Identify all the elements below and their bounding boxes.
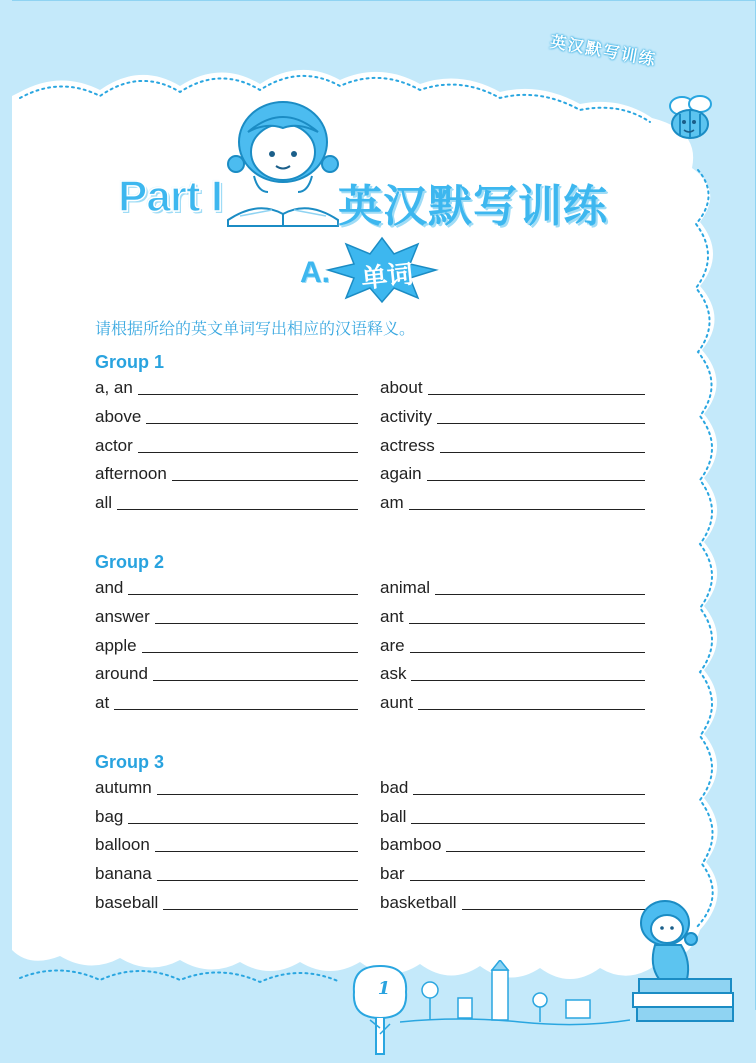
group-title: Group 3: [95, 752, 165, 772]
answer-blank[interactable]: [172, 479, 358, 481]
word-row: [95, 891, 358, 913]
word-label: ask: [380, 664, 407, 683]
word-label: actress: [380, 436, 435, 455]
section-letter: A.: [300, 256, 330, 289]
word-row: [95, 376, 358, 398]
word-row: [95, 491, 358, 513]
answer-blank[interactable]: [157, 879, 358, 881]
word-row: [95, 405, 358, 427]
word-row: [380, 691, 645, 713]
word-label: are: [380, 636, 405, 655]
word-row: [380, 662, 645, 684]
word-row: [380, 634, 645, 656]
word-label: about: [380, 378, 423, 397]
girl-on-books-illustration: [625, 895, 750, 1025]
word-label: a, an: [95, 378, 133, 397]
answer-blank[interactable]: [413, 793, 645, 795]
answer-blank[interactable]: [153, 679, 358, 681]
word-label: aunt: [380, 693, 414, 712]
word-row: [95, 605, 358, 627]
tree-icon: [350, 962, 410, 1057]
word-row: [380, 491, 645, 513]
word-label: activity: [380, 407, 432, 426]
answer-blank[interactable]: [128, 822, 358, 824]
word-row: [380, 605, 645, 627]
answer-blank[interactable]: [146, 422, 358, 424]
answer-blank[interactable]: [409, 622, 645, 624]
word-label: answer: [95, 607, 150, 626]
word-label: baseball: [95, 893, 159, 912]
answer-blank[interactable]: [437, 422, 645, 424]
answer-blank[interactable]: [128, 593, 358, 595]
word-label: bag: [95, 807, 124, 826]
word-row: [95, 805, 358, 827]
answer-blank[interactable]: [157, 793, 358, 795]
answer-blank[interactable]: [435, 593, 645, 595]
word-label: above: [95, 407, 142, 426]
word-row: [95, 833, 358, 855]
word-label: bamboo: [380, 835, 442, 854]
word-row: [95, 862, 358, 884]
answer-blank[interactable]: [409, 508, 645, 510]
header-tag: 英汉默写训练: [548, 31, 659, 70]
word-row: [95, 462, 358, 484]
word-label: animal: [380, 578, 431, 597]
answer-blank[interactable]: [418, 708, 645, 710]
answer-blank[interactable]: [411, 679, 645, 681]
word-row: [95, 776, 358, 798]
word-row: [380, 805, 645, 827]
word-label: actor: [95, 436, 133, 455]
word-label: basketball: [380, 893, 457, 912]
word-row: [380, 833, 645, 855]
word-row: [380, 462, 645, 484]
instruction-text: 请根据所给的英文单词写出相应的汉语释义。: [95, 319, 416, 338]
word-label: and: [95, 578, 124, 597]
word-label: afternoon: [95, 464, 167, 483]
word-row: [380, 576, 645, 598]
answer-blank[interactable]: [410, 879, 645, 881]
word-label: balloon: [95, 835, 150, 854]
word-label: bad: [380, 778, 409, 797]
word-row: [95, 662, 358, 684]
word-row: [380, 776, 645, 798]
bee-icon: [660, 92, 720, 148]
word-row: [380, 376, 645, 398]
answer-blank[interactable]: [427, 479, 645, 481]
word-row: [380, 405, 645, 427]
part-title: Part I: [118, 172, 223, 221]
answer-blank[interactable]: [114, 708, 358, 710]
word-row: [380, 891, 645, 913]
word-label: at: [95, 693, 110, 712]
answer-blank[interactable]: [142, 651, 358, 653]
word-label: apple: [95, 636, 137, 655]
word-row: [380, 434, 645, 456]
group-title: Group 1: [95, 352, 165, 372]
word-row: [95, 576, 358, 598]
answer-blank[interactable]: [138, 451, 358, 453]
girl-reading-illustration: [218, 92, 348, 227]
answer-blank[interactable]: [446, 850, 645, 852]
group-title: Group 2: [95, 552, 165, 572]
word-label: banana: [95, 864, 152, 883]
answer-blank[interactable]: [155, 622, 358, 624]
answer-blank[interactable]: [138, 393, 358, 395]
answer-blank[interactable]: [440, 451, 645, 453]
word-label: ball: [380, 807, 407, 826]
word-label: am: [380, 493, 404, 512]
answer-blank[interactable]: [462, 908, 645, 910]
word-label: all: [95, 493, 113, 512]
word-label: around: [95, 664, 148, 683]
answer-blank[interactable]: [163, 908, 358, 910]
word-row: [380, 862, 645, 884]
answer-blank[interactable]: [117, 508, 358, 510]
answer-blank[interactable]: [410, 651, 645, 653]
chinese-title: 英汉默写训练: [338, 181, 608, 232]
section-title: 单词: [359, 259, 415, 295]
answer-blank[interactable]: [411, 822, 645, 824]
word-label: again: [380, 464, 422, 483]
word-label: bar: [380, 864, 405, 883]
garden-scenery-illustration: [400, 960, 630, 1030]
answer-blank[interactable]: [155, 850, 358, 852]
word-label: ant: [380, 607, 404, 626]
page-number: 1: [377, 978, 391, 999]
word-label: autumn: [95, 778, 152, 797]
word-row: [95, 634, 358, 656]
answer-blank[interactable]: [428, 393, 645, 395]
word-row: [95, 691, 358, 713]
word-row: [95, 434, 358, 456]
